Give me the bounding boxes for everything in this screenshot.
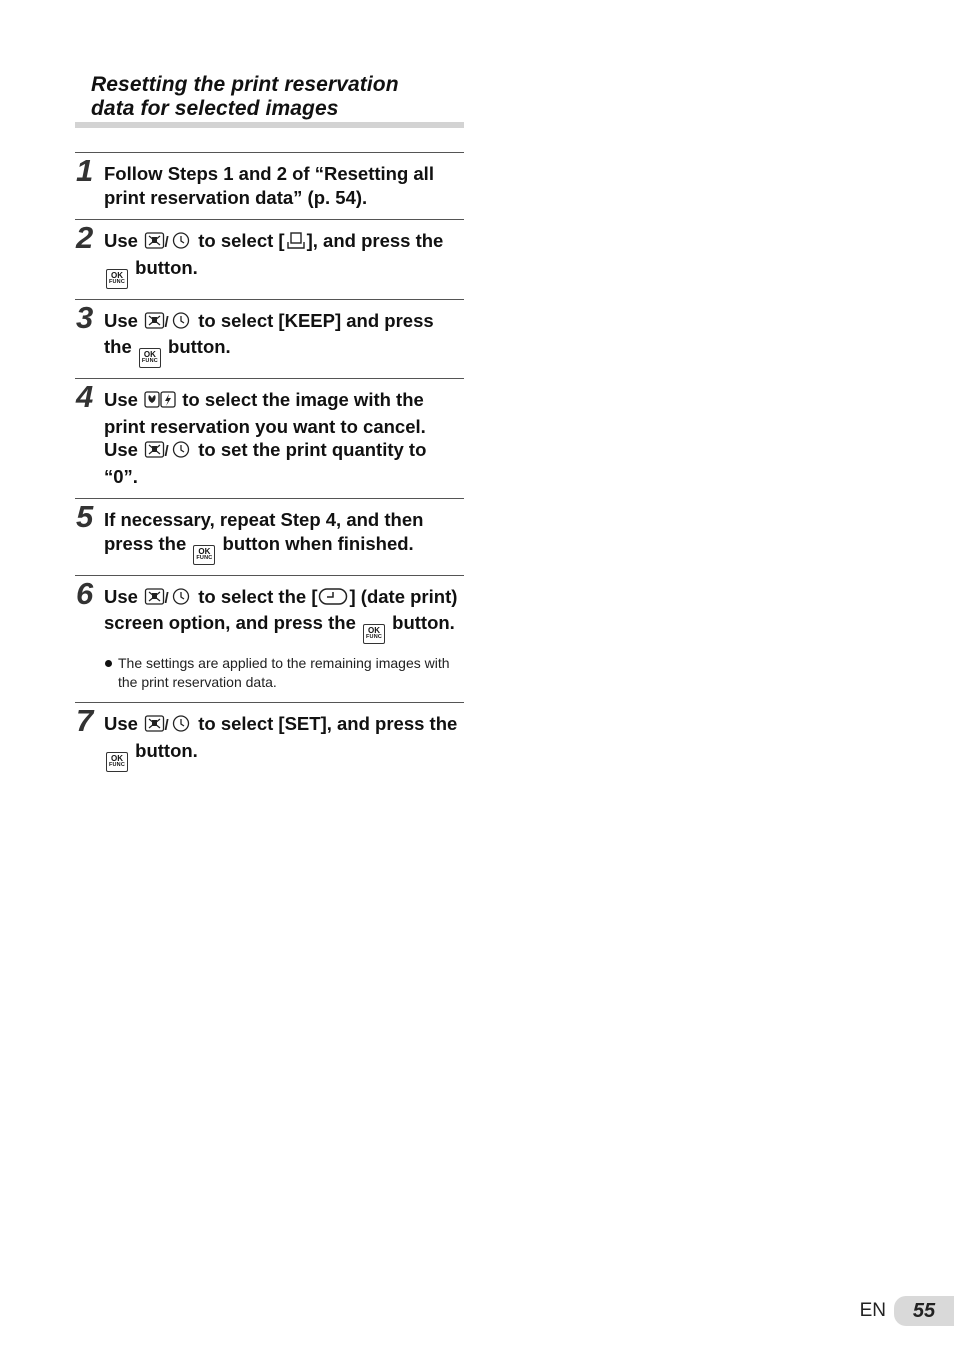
step-text-part: Use	[104, 585, 138, 607]
exposure-updown-icon	[144, 440, 192, 465]
step-5	[75, 498, 464, 575]
func-label: FUNC	[108, 278, 126, 285]
ok-label: OK	[111, 270, 123, 280]
steps-list	[75, 152, 464, 782]
step-number: 7	[76, 703, 94, 738]
ok-func-button-icon	[106, 752, 128, 772]
func-label: FUNC	[196, 554, 213, 561]
svg-text:/: /	[164, 717, 169, 733]
step-text-part: button.	[135, 256, 198, 278]
step-text	[104, 508, 464, 565]
step-text-part: If necessary, repeat Step 4, and then press the	[104, 509, 424, 554]
bullet-icon	[105, 660, 112, 667]
step-text	[104, 712, 464, 772]
step-text-part: button.	[135, 739, 198, 761]
step-text-part: Use	[104, 389, 138, 410]
step-6	[75, 575, 464, 703]
step-2	[75, 219, 464, 299]
svg-text:/: /	[164, 234, 169, 250]
step-number: 6	[76, 575, 94, 611]
step-number: 2	[76, 220, 94, 255]
step-text-part: ], and press the	[306, 230, 444, 251]
section-title	[75, 70, 464, 121]
ok-func-button-icon	[363, 624, 385, 644]
page-footer	[860, 1296, 954, 1326]
ok-func-button-icon	[139, 348, 161, 368]
step-3	[75, 299, 464, 379]
ok-label: OK	[111, 753, 123, 763]
step-text-part: Use	[104, 230, 138, 251]
step-text: Follow Steps 1 and 2 of “Resetting all print reservation data” (p. 54).	[104, 163, 434, 208]
step-text-part: ] (date print) screen option, and press the	[104, 585, 458, 633]
func-label: FUNC	[141, 358, 158, 364]
section-title-line-1: Resetting the print reservation	[91, 73, 399, 96]
exposure-updown-icon	[144, 714, 192, 739]
step-text-part: Use	[104, 713, 138, 734]
date-print-icon	[318, 587, 348, 612]
step-text-part: Use	[104, 309, 138, 331]
step-text-part: button.	[168, 336, 231, 357]
step-text-part: Use	[104, 439, 138, 460]
exposure-updown-icon	[144, 587, 192, 612]
step-text	[104, 309, 464, 369]
exposure-updown-icon	[144, 231, 192, 256]
language-label: EN	[859, 1300, 886, 1321]
step-text-part: button when finished.	[222, 532, 414, 554]
step-text-part: to select [	[198, 230, 285, 251]
print-icon	[286, 231, 306, 256]
step-note	[104, 654, 464, 692]
step-text-part: to select the [	[198, 585, 318, 607]
print-reservation-section	[75, 70, 464, 782]
ok-label: OK	[368, 626, 381, 635]
step-text-part: to select the image with the print reservation you want to cancel.	[104, 389, 426, 437]
page-number: 55	[894, 1296, 954, 1326]
step-text-part: to select [KEEP] and press the	[104, 309, 434, 357]
title-underline-bar	[75, 122, 464, 128]
step-text-part: button.	[392, 612, 455, 633]
ok-func-button-icon	[193, 545, 215, 565]
step-number: 5	[76, 499, 94, 534]
step-text	[104, 229, 464, 289]
step-text-part: to select [SET], and press the	[198, 713, 458, 734]
step-7	[75, 702, 464, 782]
step-4	[75, 378, 464, 498]
func-label: FUNC	[365, 634, 383, 640]
section-title-line-2: data for selected images	[91, 97, 339, 120]
step-number: 4	[76, 379, 94, 414]
svg-text:/: /	[164, 589, 169, 606]
step-text-part: to set the print quantity to “0”.	[104, 439, 427, 487]
step-text	[104, 585, 464, 645]
ok-label: OK	[198, 546, 211, 556]
step-number: 1	[76, 153, 94, 188]
func-label: FUNC	[108, 761, 126, 768]
step-1	[75, 152, 464, 219]
step-number: 3	[76, 299, 94, 335]
exposure-updown-icon	[144, 311, 192, 336]
ok-func-button-icon	[106, 269, 128, 289]
svg-text:/: /	[164, 443, 169, 459]
step-text	[104, 388, 464, 488]
svg-text:/: /	[164, 313, 169, 330]
macro-flash-leftright-icon	[144, 390, 176, 415]
ok-label: OK	[143, 350, 156, 359]
note-text: The settings are applied to the remaining images with the print reservation data.	[118, 655, 450, 690]
